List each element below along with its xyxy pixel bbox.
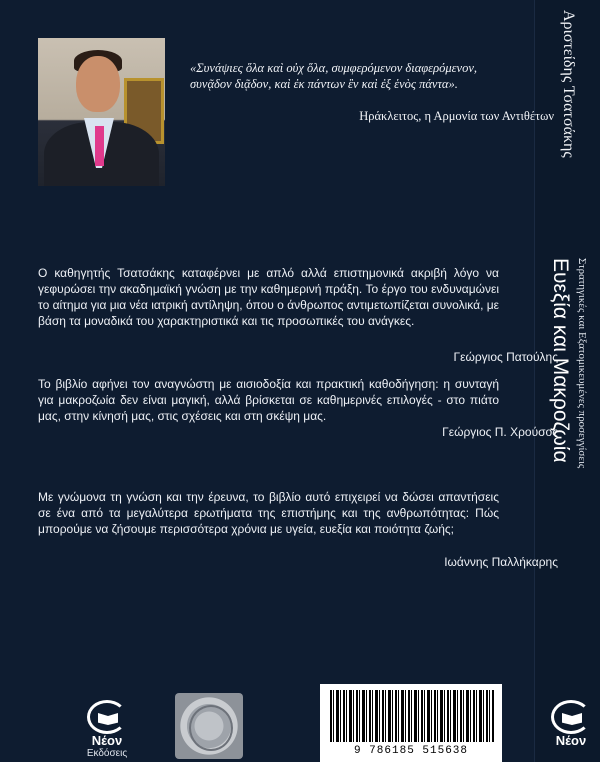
endorsement-author-2: Γεώργιος Π. Χρούσος (442, 425, 558, 439)
open-book-ring-icon (551, 700, 591, 734)
spine-subtitle: Στρατηγικές και Εξατομικευμένες προσεγγίσεις (576, 258, 588, 469)
author-photo (38, 38, 165, 186)
spine-title: Ευεξία και Μακροζωία (549, 258, 572, 463)
epigraph-quote: «Συνάψιες ὅλα καὶ οὐχ ὅλα, συμφερόμενον διαφερόμενον, συνᾷδον διᾷδον, καὶ ἐκ πάντων ἓν καὶ ἐξ ἑνὸς πάντα». (190, 61, 478, 91)
publisher-subtitle: Εκδόσεις (86, 748, 128, 759)
open-book-ring-icon (87, 700, 127, 734)
spine-publisher-name: Νέον (555, 733, 587, 748)
isbn-barcode (320, 684, 502, 762)
endorsement-text-3: Με γνώμονα τη γνώση και την έρευνα, το βιβλίο αυτό επιχειρεί να δώσει απαντήσεις σε ένα από τα μεγαλύτερα ερωτήματα της επιστήμης και της ανθρωπότητας: Πώς μπορούμε να ζήσουμε περισσότερα χρόνια με υγεία, ευεξία και ποιότητα ζωής; (38, 490, 499, 536)
endorsement-text-1: Ο καθηγητής Τσατσάκης καταφέρνει με απλό αλλά επιστημονικά ακριβή λόγο να γεφυρώσει την ακαδημαϊκή γνώση με την καθημερινή πράξη. Το έργο του ενδυναμώνει το αίτημα για μια νέα ιατρική αντίληψη, όπου ο άνθρωπος αντιμετωπίζεται συνολικά, με βάση τα μοναδικά του χαρακτηριστικά και τις προσωπικές του ανάγκες. (38, 266, 499, 328)
epigraph-source: Ηράκλειτος, η Αρμονία των Αντιθέτων (359, 109, 554, 123)
endorsement-text-2: Το βιβλίο αφήνει τον αναγνώστη με αισιοδοξία και πρακτική καθοδήγηση: η συνταγή για μακροζωία δεν είναι μαγική, αλλά βρίσκεται σε καθημερινές επιλογές - στο πιάτο μας, στην κίνησή μας, στις σχέσεις και στη σκέψη μας. (38, 377, 499, 423)
endorsement-author-3: Ιωάννης Παλλήκαρης (444, 555, 558, 569)
publisher-logo (62, 700, 152, 760)
publisher-name: Νέον (91, 733, 123, 748)
university-seal (175, 693, 243, 759)
spine-author: Αριστείδης Τσατσάκης (560, 10, 577, 158)
endorsement-author-1: Γεώργιος Πατούλης (453, 350, 558, 364)
spine-publisher-logo (546, 700, 596, 748)
isbn-digits: 9 786185 515638 (353, 745, 469, 757)
